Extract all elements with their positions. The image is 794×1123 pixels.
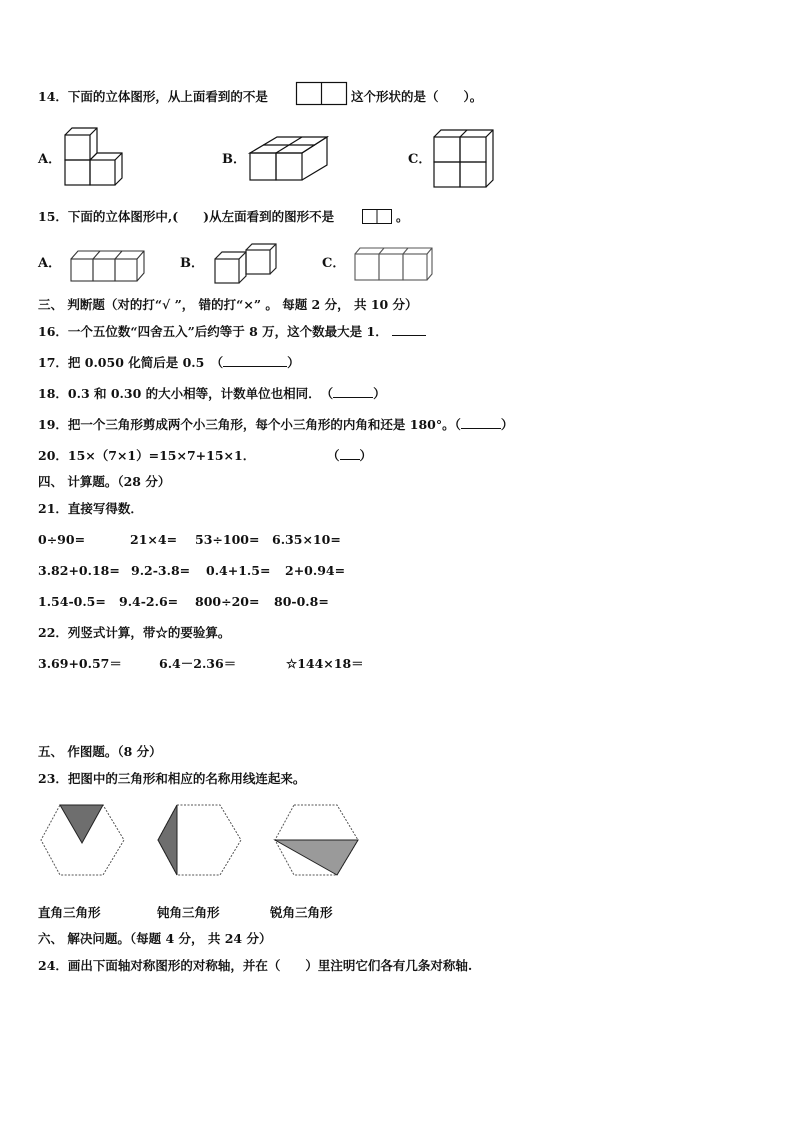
q14-option-a-figure [62,126,132,188]
q14-text-b: 这个形状的是（ ）。 [351,89,483,104]
q18-close: ） [373,386,386,401]
q20-open: （ [327,448,340,463]
q19-close: ） [500,417,514,432]
q15-text-b: 。 [396,209,409,224]
q21-item: 1.54-0.5= [38,594,106,609]
q17-line [38,355,300,371]
q15-number: 15． [38,209,68,224]
section4-title: 四、 计算题。（28 分） [38,474,171,489]
q19-answer-blank[interactable] [461,417,501,429]
q23-label-3: 锐角三角形 [270,905,333,920]
q14-option-c-label: C． [408,152,432,167]
q21-item: 2+0.94= [285,563,346,578]
q15-text-a: 下面的立体图形中,( )从左面看到的图形不是 [67,209,335,224]
q15-option-c-label: C． [322,256,346,271]
q17-text: 17．把 0.050 化简后是 0.5 （ [38,355,224,370]
q14-line [38,89,268,105]
q23-hexagon-3 [273,803,361,877]
q15-option-a-label: A． [38,256,62,271]
q21-item: 3.82+0.18= [38,563,120,578]
q22-row [38,656,368,672]
q20-line [38,448,255,464]
q21-item: 0÷90= [38,532,86,547]
q20-text: 20．15×（7×1）=15×7+15×1． [38,448,256,463]
q20-answer-blank[interactable] [340,448,360,460]
q15-option-b-label: B． [180,256,204,271]
q18-text: 18．0.3 和 0.30 的大小相等，计数单位也相同． （ [38,386,334,401]
q16-line [38,324,426,340]
q20-close: ） [359,448,373,463]
q23-label-2: 钝角三角形 [157,905,220,920]
q21-item: 21×4= [130,532,178,547]
q24-text: 24．画出下面轴对称图形的对称轴，并在（ ）里注明它们各有几条对称轴. [38,958,473,973]
q21-row-3 [38,594,398,610]
q21-item: 9.4-2.6= [119,594,179,609]
q18-line [38,386,386,402]
q14-two-square-shape [296,82,348,106]
q15-option-c-figure [352,244,434,284]
q21-item: 9.2-3.8= [131,563,191,578]
q21-item: 800÷20= [195,594,260,609]
q21-title: 21．直接写得数． [38,501,143,516]
q19-text: 19．把一个三角形剪成两个小三角形，每个小三角形的内角和还是 180°。（ [38,417,461,432]
q21-item: 80-0.8= [274,594,329,609]
q17-answer-blank[interactable] [223,355,287,367]
section3-title: 三、 判断题（对的打“√ ”， 错的打“×” 。 每题 2 分， 共 10 分） [38,297,418,312]
q23-label-1: 直角三角形 [38,905,101,920]
q21-row-1 [38,532,398,548]
q22-item: 6.4－2.36＝ [159,656,237,671]
q14-option-b-figure [247,134,329,184]
q23-hexagon-1 [39,803,127,877]
q14-option-c-figure [432,128,498,190]
q15-two-square-shape [362,209,394,225]
q17-close: ） [287,355,300,370]
q21-item: 53÷100= [195,532,260,547]
q14-number: 14． [38,89,68,104]
q14-option-b-label: B． [222,152,246,167]
q18-answer-blank[interactable] [333,386,373,398]
q14-text-a: 下面的立体图形，从上面看到的不是 [67,89,268,104]
section6-title: 六、 解决问题。（每题 4 分， 共 24 分） [38,931,272,946]
q16-answer-blank[interactable] [392,324,426,336]
section5-title: 五、 作图题。（8 分） [38,744,162,759]
q21-item: 0.4+1.5= [206,563,271,578]
q22-item: 3.69+0.57＝ [38,656,122,671]
q19-line [38,417,513,433]
q21-row-2 [38,563,398,579]
q21-item: 6.35×10= [272,532,341,547]
q20-answer [327,448,372,464]
q16-text: 16．一个五位数“四舍五入”后约等于 8 万，这个数最大是 1． [38,324,388,339]
q23-hexagon-2 [156,803,244,877]
q22-title: 22．列竖式计算，带☆的要验算。 [38,625,231,640]
q14-option-a-label: A． [38,152,62,167]
q15-line [38,209,334,225]
q15-option-b-figure [212,242,282,286]
q22-item: ☆144×18＝ [286,656,364,671]
q15-option-a-figure [68,246,148,286]
q23-title: 23．把图中的三角形和相应的名称用线连起来。 [38,771,306,786]
